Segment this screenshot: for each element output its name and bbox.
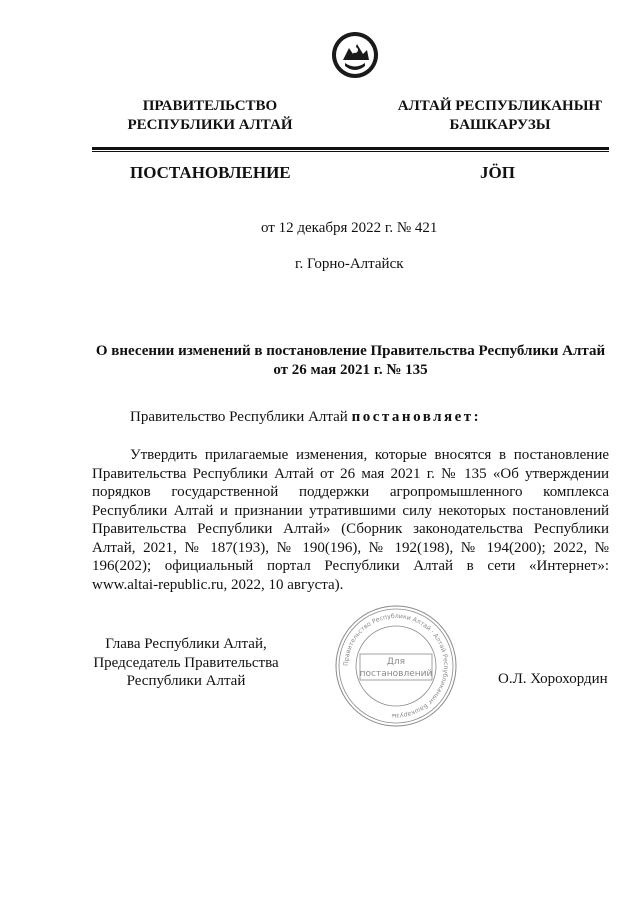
doc-type-right: JÖП bbox=[480, 163, 515, 182]
document-city: г. Горно-Алтайск bbox=[295, 256, 404, 272]
header-right bbox=[388, 97, 612, 135]
preamble-text: Правительство Республики Алтай bbox=[130, 409, 348, 425]
signature-position bbox=[92, 635, 280, 691]
preamble bbox=[130, 409, 481, 426]
document-date: от 12 декабря 2022 г. № 421 bbox=[261, 220, 438, 236]
header-left bbox=[100, 97, 320, 135]
header-left-line1: ПРАВИТЕЛЬСТВО bbox=[142, 98, 278, 114]
stamp-center-line1: Для bbox=[386, 657, 406, 667]
signatory-name: О.Л. Хорохордин bbox=[498, 671, 608, 687]
preamble-decree-word: постановляет: bbox=[351, 409, 482, 425]
title-line2: от 26 мая 2021 г. № 135 bbox=[273, 362, 428, 378]
signature-line1: Глава Республики Алтай, bbox=[105, 636, 267, 652]
signature-line2: Председатель Правительства bbox=[93, 654, 279, 671]
body-paragraph: Утвердить прилагаемые изменения, которые вносятся в постановление Правительства Республики Алтай от 26 мая 2021 г. № 135 «Об утверждении порядков государственной поддержки агропромышленного комплекса Республики Алтай и признании утратившими силу некоторых постановлений Правительства Республики Алтай» (Сборник законодательства Республики Алтай, 2021, № 187(193), № 190(196), № 192(198), № 194(200); 2022, № 196(202); официальный портал Республики Алтай в сети «Интернет»: www.altai-republic.ru, 2022, 10 августа). bbox=[92, 447, 609, 593]
header-rule-thick bbox=[92, 147, 609, 150]
doc-type-left: ПОСТАНОВЛЕНИЕ bbox=[130, 163, 291, 182]
document-title bbox=[92, 342, 609, 380]
header-right-line1: АЛТАЙ РЕСПУБЛИКАНЫҤ bbox=[397, 98, 603, 114]
signature-line3: Республики Алтай bbox=[126, 673, 246, 689]
coat-of-arms-icon bbox=[331, 30, 379, 80]
stamp-ring-text: Правительство Республики Алтай · Алтай Республиканыҥ Башкарузы bbox=[342, 612, 450, 720]
title-line1: О внесении изменений в постановление Правительства Республики Алтай bbox=[95, 343, 606, 359]
header-right-line2: БАШКАРУЗЫ bbox=[449, 117, 551, 133]
official-stamp bbox=[334, 604, 458, 728]
stamp-center-line2: постановлений bbox=[359, 669, 433, 679]
header-left-line2: РЕСПУБЛИКИ АЛТАЙ bbox=[127, 117, 293, 133]
header-rule-thin bbox=[92, 151, 609, 152]
